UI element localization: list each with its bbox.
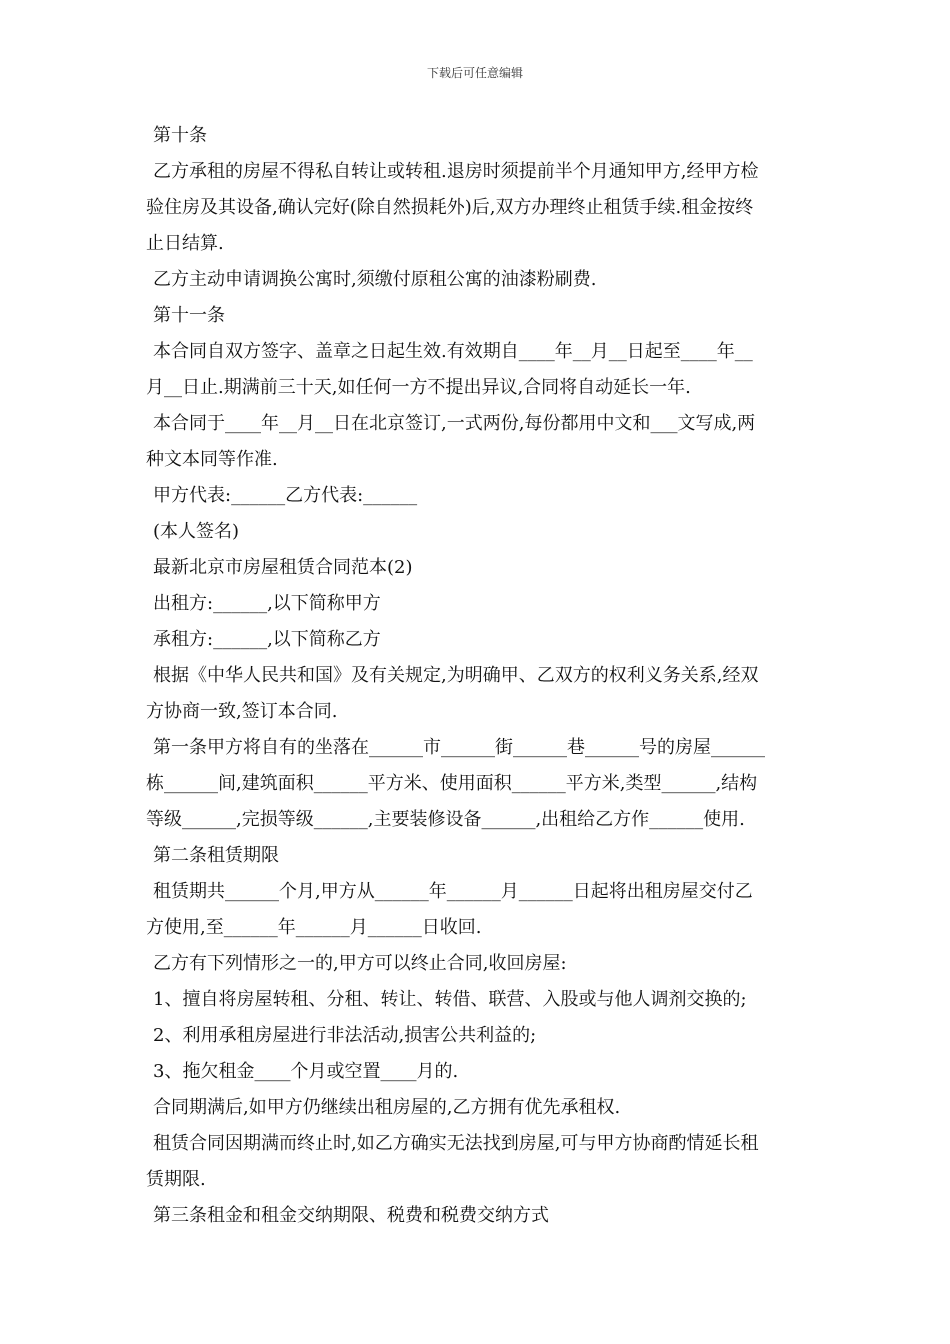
document-line: 第十条 [153,125,207,146]
document-line: 租赁合同因期满而终止时,如乙方确实无法找到房屋,可与甲方协商酌情延长租 [153,1133,759,1154]
document-line: (本人签名) [153,521,240,542]
document-line: 根据《中华人民共和国》及有关规定,为明确甲、乙双方的权利义务关系,经双 [153,665,759,686]
document-line: 3、拖欠租金____个月或空置____月的. [153,1061,459,1082]
document-line: 2、利用承租房屋进行非法活动,损害公共利益的; [153,1025,537,1046]
document-line: 1、擅自将房屋转租、分租、转让、转借、联营、入股或与他人调剂交换的; [153,989,747,1010]
document-line: 赁期限. [146,1169,206,1190]
document-line: 月__日止.期满前三十天,如任何一方不提出异议,合同将自动延长一年. [146,377,691,398]
document-line: 种文本同等作准. [146,449,278,470]
document-line: 租赁期共______个月,甲方从______年______月______日起将出租房屋交付乙 [153,881,753,902]
page-header-note: 下载后可任意编辑 [426,66,523,80]
document-line: 甲方代表:______乙方代表:______ [153,485,418,506]
document-line: 乙方主动申请调换公寓时,须缴付原租公寓的油漆粉刷费. [153,269,597,290]
document-line: 第三条租金和租金交纳期限、税费和税费交纳方式 [153,1205,549,1226]
document-line: 本合同自双方签字、盖章之日起生效.有效期自____年__月__日起至____年__ [153,341,753,362]
document-line: 方使用,至______年______月______日收回. [146,917,482,938]
document-line: 第一条甲方将自有的坐落在______市______街______巷______号的房屋______ [153,737,765,758]
document-line: 乙方有下列情形之一的,甲方可以终止合同,收回房屋: [153,953,567,974]
document-line: 止日结算. [146,233,224,254]
document-line: 本合同于____年__月__日在北京签订,一式两份,每份都用中文和___文写成,两 [153,413,756,434]
document-line: 等级______,完损等级______,主要装修设备______,出租给乙方作______使用. [146,809,745,830]
document-line: 合同期满后,如甲方仍继续出租房屋的,乙方拥有优先承租权. [153,1097,621,1118]
document-line: 第二条租赁期限 [153,845,279,866]
document-line: 第十一条 [153,305,225,326]
document-line: 承租方:______,以下简称乙方 [153,629,381,650]
document-line: 方协商一致,签订本合同. [146,701,338,722]
document-line: 最新北京市房屋租赁合同范本(2) [153,557,413,578]
document-line: 栋______间,建筑面积______平方米、使用面积______平方米,类型______,结构 [146,773,758,794]
document-line: 出租方:______,以下简称甲方 [153,593,381,614]
document-body [146,118,810,1234]
document-line: 乙方承租的房屋不得私自转让或转租.退房时须提前半个月通知甲方,经甲方检 [153,161,759,182]
document-line: 验住房及其设备,确认完好(除自然损耗外)后,双方办理终止租赁手续.租金按终 [146,197,754,218]
